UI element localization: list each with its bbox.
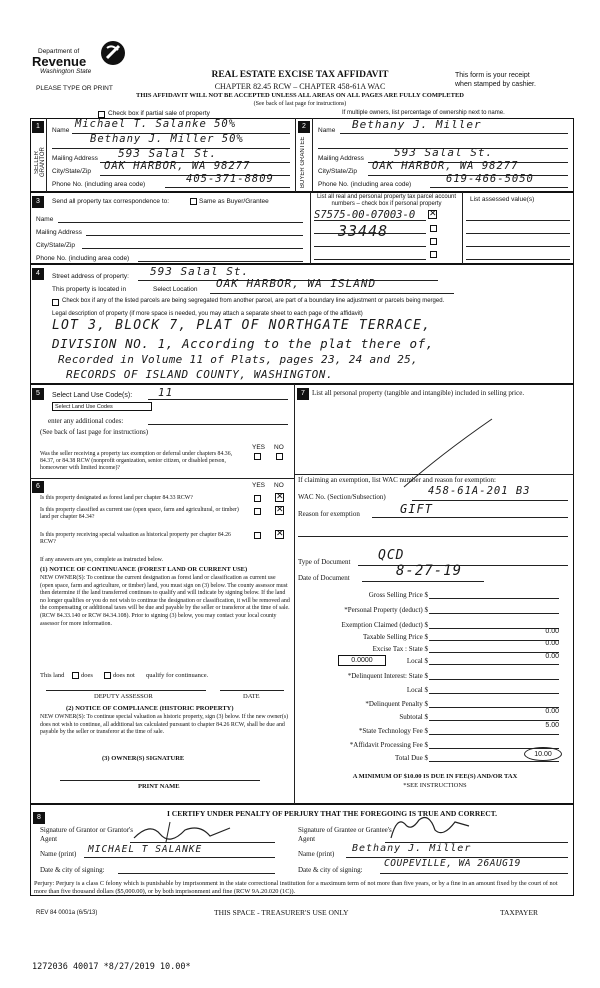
buyer-name-label: Name xyxy=(318,127,336,134)
taxable-label: Taxable Selling Price $ xyxy=(362,633,428,641)
s5-no: NO xyxy=(274,444,284,451)
seller-city-label: City/State/Zip xyxy=(52,168,92,175)
seller-phone[interactable]: 405-371-8809 xyxy=(186,173,274,185)
local-value: 0.00 xyxy=(545,653,559,660)
section-1-number: 1 xyxy=(32,121,44,133)
section-6-number: 6 xyxy=(32,481,44,493)
section-3-number: 3 xyxy=(32,196,44,208)
grantor-sig-label: Signature of Grantor or Grantor's Agent xyxy=(40,826,134,843)
land-does-not-text: does not xyxy=(113,672,135,679)
doc-date-label: Date of Document xyxy=(298,574,350,582)
subtotal-label: Subtotal $ xyxy=(399,713,428,721)
tech-fee-label: *State Technology Fee $ xyxy=(358,727,428,735)
s6-q3-no[interactable]: ✕ xyxy=(276,529,284,539)
grantee-sig-label: Signature of Grantee or Grantee's Agent xyxy=(298,826,392,843)
reason-value[interactable]: GIFT xyxy=(400,502,433,516)
continuance-title: (1) NOTICE OF CONTINUANCE (FOREST LAND OR CURRENT USE) xyxy=(40,566,248,573)
s5-exemption-question: Was the seller receiving a property tax exemption or deferral under chapters 84.36, 84.37, or 84.38 RCW (nonprofit organization, senior citizen, or disabled person, homeowner with limited income)? xyxy=(40,451,233,471)
seller-name-2[interactable]: Bethany J. Miller 50% xyxy=(90,133,244,145)
excise-state-value: 0.00 xyxy=(545,640,559,647)
s6-q1-yes[interactable] xyxy=(254,495,261,502)
delinq-penalty-label: *Delinquent Penalty $ xyxy=(365,700,428,708)
land-does-text: does xyxy=(81,672,93,679)
doc-type-label: Type of Document xyxy=(298,558,351,566)
date-label: DATE xyxy=(243,693,260,700)
receipt-stamp: 1272036 40017 *8/27/2019 10.00* xyxy=(32,962,191,972)
form-warning: THIS AFFIDAVIT WILL NOT BE ACCEPTED UNLESS ALL AREAS ON ALL PAGES ARE FULLY COMPLETED xyxy=(136,92,464,99)
s5-yes-checkbox[interactable] xyxy=(254,453,261,460)
form-subtitle: CHAPTER 82.45 RCW – CHAPTER 458-61A WAC xyxy=(214,82,386,91)
section-7-number: 7 xyxy=(297,388,309,400)
parcel-1-personal-checkbox[interactable]: ✕ xyxy=(429,209,437,219)
perjury-statement: Perjury: Perjury is a class C felony which is punishable by imprisonment in the state correctional institution for a maximum term of not more than five years, or by a fine in an amount fixed by the court of not more than five thousand dollars ($5,000.00), or by both imprisonment and fine (RCW 9A.20.020 (1C)). xyxy=(34,880,558,895)
seller-phone-label: Phone No. (including area code) xyxy=(52,181,146,188)
street-address[interactable]: 593 Salal St. xyxy=(150,265,250,278)
gross-label: Gross Selling Price $ xyxy=(368,591,428,599)
land-use-dropdown[interactable]: Select Land Use Codes xyxy=(52,402,152,411)
partial-sale-label: Check box if partial sale of property xyxy=(108,110,210,117)
grantor-name-label: Name (print) xyxy=(40,850,77,858)
local-rate: 0.0000 xyxy=(338,655,386,666)
exemption-deduct-label: Exemption Claimed (deduct) $ xyxy=(341,621,428,629)
correspondence-label: Send all property tax correspondence to: xyxy=(52,198,170,205)
buyer-mailing-label: Mailing Address xyxy=(318,155,364,162)
seller-name-label: Name xyxy=(52,127,70,134)
same-as-buyer-checkbox[interactable] xyxy=(190,198,197,205)
certify-statement: I CERTIFY UNDER PENALTY OF PERJURY THAT THE FOREGOING IS TRUE AND CORRECT. xyxy=(166,809,497,818)
s3-mailing-label: Mailing Address xyxy=(36,229,82,236)
total-due-value: 10.00 xyxy=(524,747,562,761)
partial-sale-checkbox[interactable] xyxy=(98,111,105,118)
land-does-not-checkbox[interactable] xyxy=(104,672,111,679)
assessed-header: List assessed value(s) xyxy=(470,196,535,203)
seller-mailing-label: Mailing Address xyxy=(52,155,98,162)
exemption-claim-label: If claiming an exemption, list WAC number and reason for exemption: xyxy=(298,476,496,484)
buyer-mailing[interactable]: 593 Salal St. xyxy=(394,146,494,159)
receipt-note1: This form is your receipt xyxy=(455,72,530,79)
form-revision: REV 84 0001a (6/5/13) xyxy=(36,910,98,916)
location-label: This property is located in xyxy=(52,286,127,293)
s3-city-label: City/State/Zip xyxy=(36,242,76,249)
dept-line1: Department of xyxy=(38,48,80,55)
seller-name-1[interactable]: Michael T. Salanke 50% xyxy=(75,118,237,130)
buyer-city[interactable]: OAK HARBOR, WA 98277 xyxy=(372,160,519,172)
s5-see-back: (See back of last page for instructions) xyxy=(40,428,149,436)
section-4-number: 4 xyxy=(32,268,44,280)
legal-label: Legal description of property (if more space is needed, you may attach a separate sheet to each page of the affidavit) xyxy=(52,311,363,317)
additional-codes-label: enter any additional codes: xyxy=(48,417,124,425)
s6-q2-yes[interactable] xyxy=(254,508,261,515)
legal-line-3[interactable]: Recorded in Volume 11 of Plats, pages 23, 24 and 25, xyxy=(58,353,418,366)
compliance-text: NEW OWNER(S): To continue special valuation as historic property, sign (3) below. If the new owner(s) does not wish to continue, all additional tax calculated pursuant to chapter 84.26 RCW, shall be due and payable by the seller or transferor at the time of sale. xyxy=(40,714,289,736)
land-does-checkbox[interactable] xyxy=(72,672,79,679)
continuance-text: NEW OWNER(S): To continue the current designation as forest land or classification as current use (open space, farm and agriculture, or timber) land, you must sign on (3) below. The county assessor must then determine if the land transferred continues to qualify and will indicate by signing below. If the land no longer qualifies or you do not wish to continue the designation or classification, it will be removed and the compensating or additional taxes will be due and payable by the seller or transferor at the time of sale. (RCW 84.33.140 or RCW 84.34.108). Prior to signing (3) below, you may contact your local county assessor for more information. xyxy=(40,575,290,627)
dept-line2: Revenue xyxy=(32,54,87,69)
location-value[interactable]: OAK HARBOR, WA ISLAND xyxy=(216,277,377,290)
legal-line-2[interactable]: DIVISION NO. 1, According to the plat there of, xyxy=(52,336,434,351)
s6-q1: Is this property designated as forest land per chapter 84.33 RCW? xyxy=(40,495,193,501)
section-5-number: 5 xyxy=(32,388,44,400)
dor-logo xyxy=(30,38,130,78)
parcel-3-personal-checkbox[interactable] xyxy=(430,238,437,245)
legal-line-4[interactable]: RECORDS OF ISLAND COUNTY, WASHINGTON. xyxy=(66,368,334,381)
s5-no-checkbox[interactable] xyxy=(276,453,283,460)
doc-type-value[interactable]: QCD xyxy=(378,548,405,563)
segregated-label: Check box if any of the listed parcels are being segregated from another parcel, are part of a boundary line adjustment or parcels being merged. xyxy=(62,298,445,304)
doc-date-value[interactable]: 8-27-19 xyxy=(396,563,463,579)
multiple-owners-note: If multiple owners, list percentage of ownership next to name. xyxy=(342,110,505,116)
wac-value[interactable]: 458-61A-201 B3 xyxy=(428,485,531,497)
legal-line-1[interactable]: LOT 3, BLOCK 7, PLAT OF NORTHGATE TERRACE, xyxy=(52,318,432,333)
buyer-phone-label: Phone No. (including area code) xyxy=(318,181,412,188)
land-does-label: This land xyxy=(40,672,65,679)
see-back-note: (See back of last page for instructions) xyxy=(253,101,347,107)
please-type: PLEASE TYPE OR PRINT xyxy=(36,85,113,92)
taxpayer-label: TAXPAYER xyxy=(500,908,539,917)
taxable-value: 0.00 xyxy=(545,628,559,635)
grantee-date-label: Date & city of signing: xyxy=(298,866,363,874)
grantor-date-label: Date & city of signing: xyxy=(40,866,105,874)
section-2-number: 2 xyxy=(298,121,310,133)
receipt-note2: when stamped by cashier. xyxy=(455,81,536,88)
total-due-label: Total Due $ xyxy=(395,754,428,762)
s6-q3-yes[interactable] xyxy=(254,532,261,539)
wac-label: WAC No. (Section/Subsection) xyxy=(298,493,386,501)
buyer-side-label: BUYER GRANTEE xyxy=(300,136,306,188)
personal-property-label: List all personal property (tangible and intangible) included in selling price. xyxy=(312,389,525,397)
personal-deduct-label: *Personal Property (deduct) $ xyxy=(344,606,428,614)
seller-mailing[interactable]: 593 Salal St. xyxy=(118,147,218,160)
tech-fee-value: 5.00 xyxy=(545,722,559,729)
subtotal-value: 0.00 xyxy=(545,708,559,715)
s6-q2-no[interactable]: ✕ xyxy=(276,505,284,515)
seller-side-label: SELLER GRANTOR xyxy=(34,147,46,177)
s6-if-yes: If any answers are yes, complete as instructed below. xyxy=(40,557,163,563)
street-label: Street address of property: xyxy=(52,273,129,280)
s3-phone-label: Phone No. (including area code) xyxy=(36,255,130,262)
grantee-signature[interactable] xyxy=(385,812,475,842)
same-as-buyer-label: Same as Buyer/Grantee xyxy=(199,198,269,205)
dept-line3: Washington State xyxy=(40,68,92,75)
excise-state-label: Excise Tax : State $ xyxy=(372,645,428,653)
s6-q3: Is this property receiving special valuation as historical property per chapter 84.26 RCW? xyxy=(40,532,231,545)
see-instructions-note: *SEE INSTRUCTIONS xyxy=(403,782,467,789)
print-name-label: PRINT NAME xyxy=(138,783,180,790)
buyer-phone[interactable]: 619-466-5050 xyxy=(446,173,534,185)
compliance-title: (2) NOTICE OF COMPLIANCE (HISTORIC PROPERTY) xyxy=(66,705,234,712)
location-select[interactable]: Select Location xyxy=(153,286,198,293)
land-use-code[interactable]: 11 xyxy=(158,386,174,399)
parcel-1[interactable]: S7575-00-07003-0 xyxy=(314,209,416,221)
s6-yes: YES xyxy=(252,482,266,489)
owner-signature-label: (3) OWNER(S) SIGNATURE xyxy=(102,755,185,762)
grantor-name-print[interactable]: MICHAEL T SALANKE xyxy=(88,844,203,855)
reason-label: Reason for exemption xyxy=(298,510,360,518)
seller-city[interactable]: OAK HARBOR, WA 98277 xyxy=(104,160,251,172)
treasurer-use: THIS SPACE - TREASURER'S USE ONLY xyxy=(214,908,349,917)
parcel-4-personal-checkbox[interactable] xyxy=(430,251,437,258)
s6-no: NO xyxy=(274,482,284,489)
minimum-fee-note: A MINIMUM OF $10.00 IS DUE IN FEE(S) AND/OR TAX xyxy=(352,773,518,780)
s3-name-label: Name xyxy=(36,216,54,223)
qualify-text: qualify for continuance. xyxy=(146,672,209,679)
parcel-2-personal-checkbox[interactable] xyxy=(430,225,437,232)
s5-yes: YES xyxy=(252,444,266,451)
buyer-city-label: City/State/Zip xyxy=(318,168,358,175)
grantee-name-label: Name (print) xyxy=(298,850,335,858)
grantor-signature[interactable] xyxy=(130,820,240,844)
s6-q1-no[interactable]: ✕ xyxy=(276,492,284,502)
buyer-name[interactable]: Bethany J. Miller xyxy=(352,118,482,131)
form-title: REAL ESTATE EXCISE TAX AFFIDAVIT xyxy=(211,70,389,80)
delinq-state-label: *Delinquent Interest: State $ xyxy=(347,672,428,680)
grantee-name-print[interactable]: Bethany J. Miller xyxy=(352,843,472,854)
parcel-header: List all real and personal property tax parcel account numbers – check box if personal property xyxy=(316,194,457,207)
parcel-2[interactable]: 33448 xyxy=(338,222,389,240)
local-label: Local $ xyxy=(406,657,428,665)
section-8-number: 8 xyxy=(33,812,45,824)
segregated-checkbox[interactable] xyxy=(52,299,59,306)
revenue-logo-icon xyxy=(98,38,128,68)
land-use-label: Select Land Use Code(s): xyxy=(52,392,133,399)
s6-q2: Is this property classified as current use (open space, farm and agricultural, or timber) land per chapter 84.34? xyxy=(40,507,239,520)
deputy-assessor-label: DEPUTY ASSESSOR xyxy=(94,693,153,700)
grantee-date-city[interactable]: COUPEVILLE, WA 26AUG19 xyxy=(384,858,521,869)
processing-fee-label: *Affidavit Processing Fee $ xyxy=(349,741,428,749)
delinq-local-label: Local $ xyxy=(406,686,428,694)
